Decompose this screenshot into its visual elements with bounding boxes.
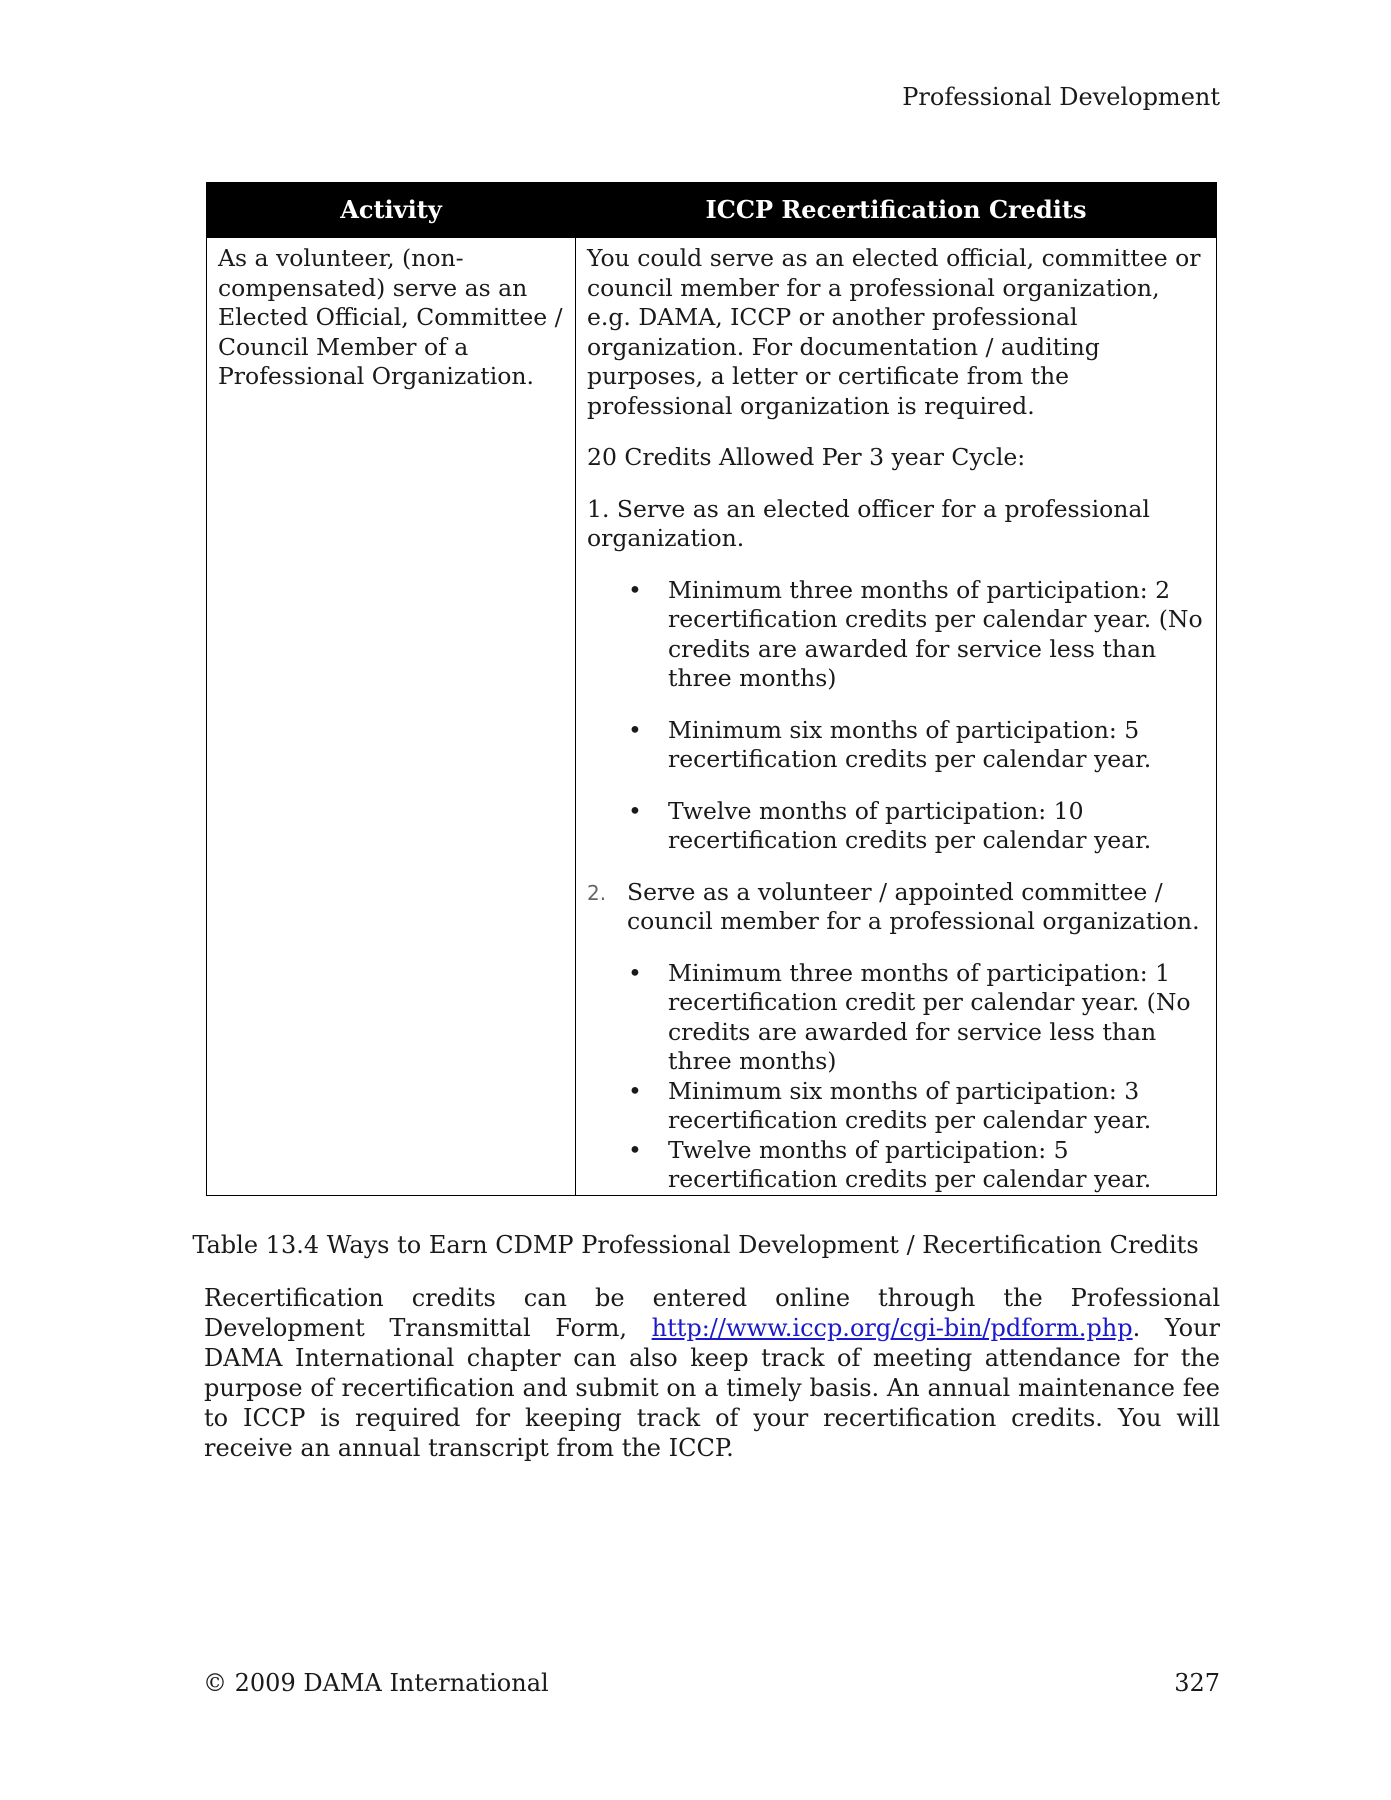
item-2-number: 2.	[587, 880, 607, 905]
running-header: Professional Development	[902, 83, 1220, 111]
activity-cell: As a volunteer, (non-compensated) serve as an Elected Official, Committee / Council Member of a Professional Organization.	[207, 238, 576, 1196]
page-number: 327	[1174, 1669, 1220, 1697]
item-1: 1. Serve as an elected officer for a professional organization.	[587, 494, 1150, 552]
item-1-bullets	[587, 576, 1206, 856]
column-header-credits: ICCP Recertification Credits	[576, 183, 1217, 238]
list-item: • Minimum six months of participation: 5 recertification credits per calendar year.	[587, 716, 1206, 775]
list-item: • Minimum three months of participation: 1 recertification credit per calendar year. (No credits are awarded for service less than three months)	[587, 959, 1206, 1077]
credits-allowed: 20 Credits Allowed Per 3 year Cycle:	[587, 443, 1026, 471]
credits-cell	[576, 238, 1217, 1196]
body-paragraph	[204, 1283, 1220, 1463]
item-2	[587, 878, 1206, 937]
table-header-row	[207, 183, 1217, 238]
recertification-credits-table	[206, 182, 1217, 1196]
pdform-link[interactable]: http://www.iccp.org/cgi-bin/pdform.php	[651, 1314, 1133, 1342]
paragraph-text-end: . Your DAMA International chapter can also keep track of meeting attendance for the purpose of recertification and submit on a timely basis. An annual maintenance fee to ICCP is required for keeping track of your recertification credits. You will receive an annual transcript from the ICCP.	[204, 1314, 1220, 1462]
item-2-text: Serve as a volunteer / appointed committee / council member for a professional organization.	[627, 877, 1200, 935]
list-item: • Minimum six months of participation: 3 recertification credits per calendar year.	[587, 1077, 1206, 1136]
paragraph-text-start: Recertification credits can be entered online through the Professional Development Transmittal Form,	[204, 1284, 1220, 1342]
table-caption: Table 13.4 Ways to Earn CDMP Professional Development / Recertification Credits	[192, 1231, 1199, 1259]
table-row	[207, 238, 1217, 1196]
credits-intro: You could serve as an elected official, committee or council member for a professional organization, e.g. DAMA, ICCP or another professional organization. For documentation / auditing purposes, a letter or certificate from the professional organization is required.	[587, 244, 1201, 420]
list-item: • Twelve months of participation: 10 recertification credits per calendar year.	[587, 797, 1206, 856]
column-header-activity: Activity	[207, 183, 576, 238]
item-2-bullets	[587, 959, 1206, 1195]
list-item: • Minimum three months of participation: 2 recertification credits per calendar year. (No credits are awarded for service less than three months)	[587, 576, 1206, 694]
list-item: • Twelve months of participation: 5 recertification credits per calendar year.	[587, 1136, 1206, 1195]
footer-copyright: © 2009 DAMA International	[203, 1669, 549, 1697]
